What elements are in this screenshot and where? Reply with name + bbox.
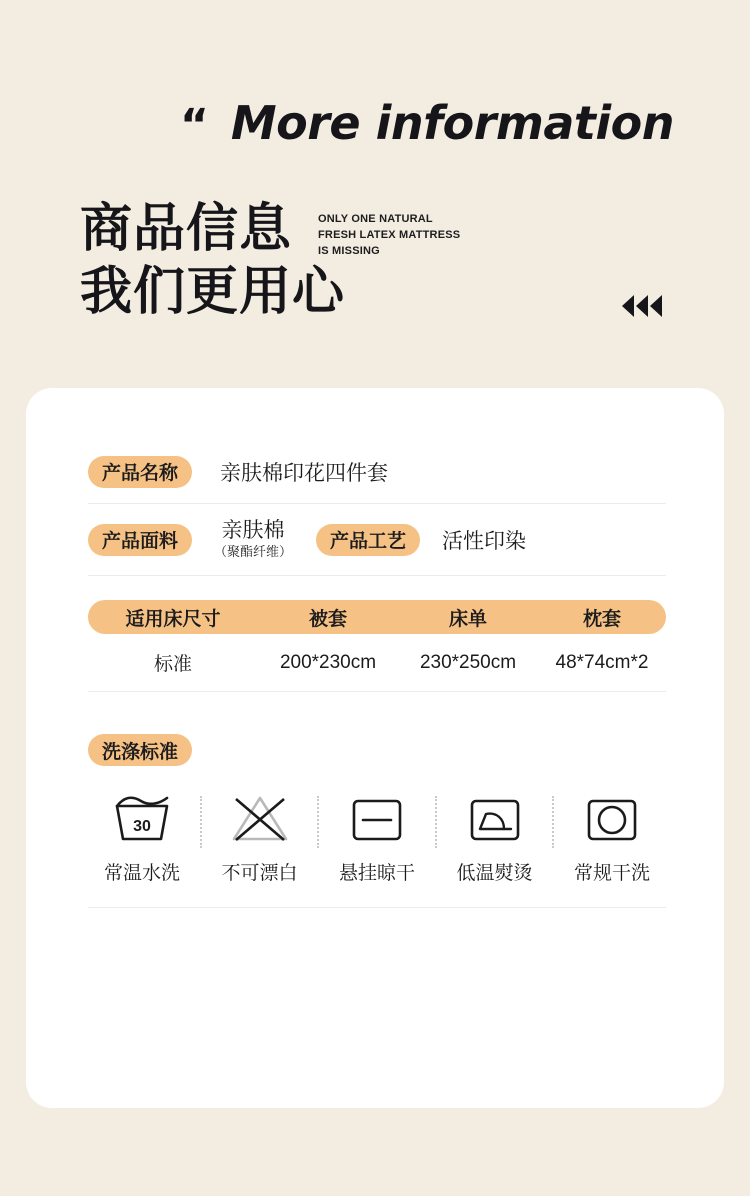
divider bbox=[88, 907, 666, 908]
size-cell-duvet: 200*230cm bbox=[279, 651, 377, 673]
english-title: More information bbox=[230, 96, 674, 150]
wash-standard-label: 洗涤标准 bbox=[88, 734, 192, 766]
subnote bbox=[318, 212, 460, 260]
arrow-left-icon bbox=[622, 295, 634, 317]
wash-item-low-iron bbox=[441, 792, 549, 885]
wash-icon-list bbox=[88, 792, 666, 885]
divider bbox=[552, 796, 554, 848]
size-header-bed: 适用床尺寸 bbox=[125, 608, 221, 630]
no-bleach-icon bbox=[229, 792, 291, 846]
wash-item-machine-wash bbox=[88, 792, 196, 885]
wash-item-line-dry bbox=[323, 792, 431, 885]
triple-arrow-left-icon bbox=[622, 295, 662, 317]
product-name-label: 产品名称 bbox=[88, 456, 192, 488]
wash-caption: 常温水洗 bbox=[103, 863, 180, 884]
wash-item-no-bleach bbox=[206, 792, 314, 885]
page-header bbox=[0, 0, 750, 390]
subnote-line2: FRESH LATEX MATTRESS bbox=[318, 228, 461, 241]
craft-value: 活性印染 bbox=[442, 529, 527, 553]
wash-caption: 常规干洗 bbox=[573, 863, 650, 884]
product-name-value: 亲肤棉印花四件套 bbox=[220, 461, 389, 485]
size-header-pillow: 枕套 bbox=[582, 608, 621, 630]
size-header-sheet: 床单 bbox=[448, 608, 487, 630]
wash-caption: 低温熨烫 bbox=[456, 863, 533, 884]
size-cell-bed: 标准 bbox=[153, 654, 192, 675]
page-title bbox=[80, 198, 345, 325]
fabric-craft-row bbox=[88, 504, 666, 576]
wash-caption: 悬挂晾干 bbox=[338, 863, 415, 884]
dry-clean-icon bbox=[581, 792, 643, 846]
page-title-line2: 我们更用心 bbox=[80, 262, 346, 323]
fabric-value bbox=[214, 520, 292, 559]
divider bbox=[317, 796, 319, 848]
line-dry-icon bbox=[346, 792, 408, 846]
size-header-duvet: 被套 bbox=[308, 608, 347, 630]
info-card bbox=[26, 388, 724, 1108]
wash-caption: 不可漂白 bbox=[221, 863, 298, 884]
size-cell-pillow: 48*74cm*2 bbox=[555, 651, 649, 673]
wash-section bbox=[88, 734, 666, 766]
fabric-label: 产品面料 bbox=[88, 524, 192, 556]
page-title-line1: 商品信息 bbox=[80, 199, 293, 259]
fabric-value-main: 亲肤棉 bbox=[221, 519, 285, 543]
size-table-header bbox=[88, 600, 666, 634]
wash-item-dry-clean bbox=[558, 792, 666, 885]
divider bbox=[200, 796, 202, 848]
table-row bbox=[88, 634, 666, 692]
fabric-value-sub: （聚酯纤维） bbox=[214, 544, 293, 560]
product-name-row bbox=[88, 440, 666, 504]
arrow-left-icon bbox=[636, 295, 648, 317]
craft-label: 产品工艺 bbox=[316, 524, 420, 556]
arrow-left-icon bbox=[650, 295, 662, 317]
divider bbox=[435, 796, 437, 848]
info-rows bbox=[88, 440, 666, 908]
subnote-line1: ONLY ONE NATURAL bbox=[318, 213, 433, 225]
quote-mark-icon: “ bbox=[180, 100, 209, 151]
low-iron-icon bbox=[464, 792, 526, 846]
wash-temp-text: 30 bbox=[133, 818, 151, 835]
subnote-line3: IS MISSING bbox=[318, 244, 380, 257]
size-cell-sheet: 230*250cm bbox=[419, 651, 517, 673]
wash-tub-30-icon bbox=[111, 792, 173, 846]
